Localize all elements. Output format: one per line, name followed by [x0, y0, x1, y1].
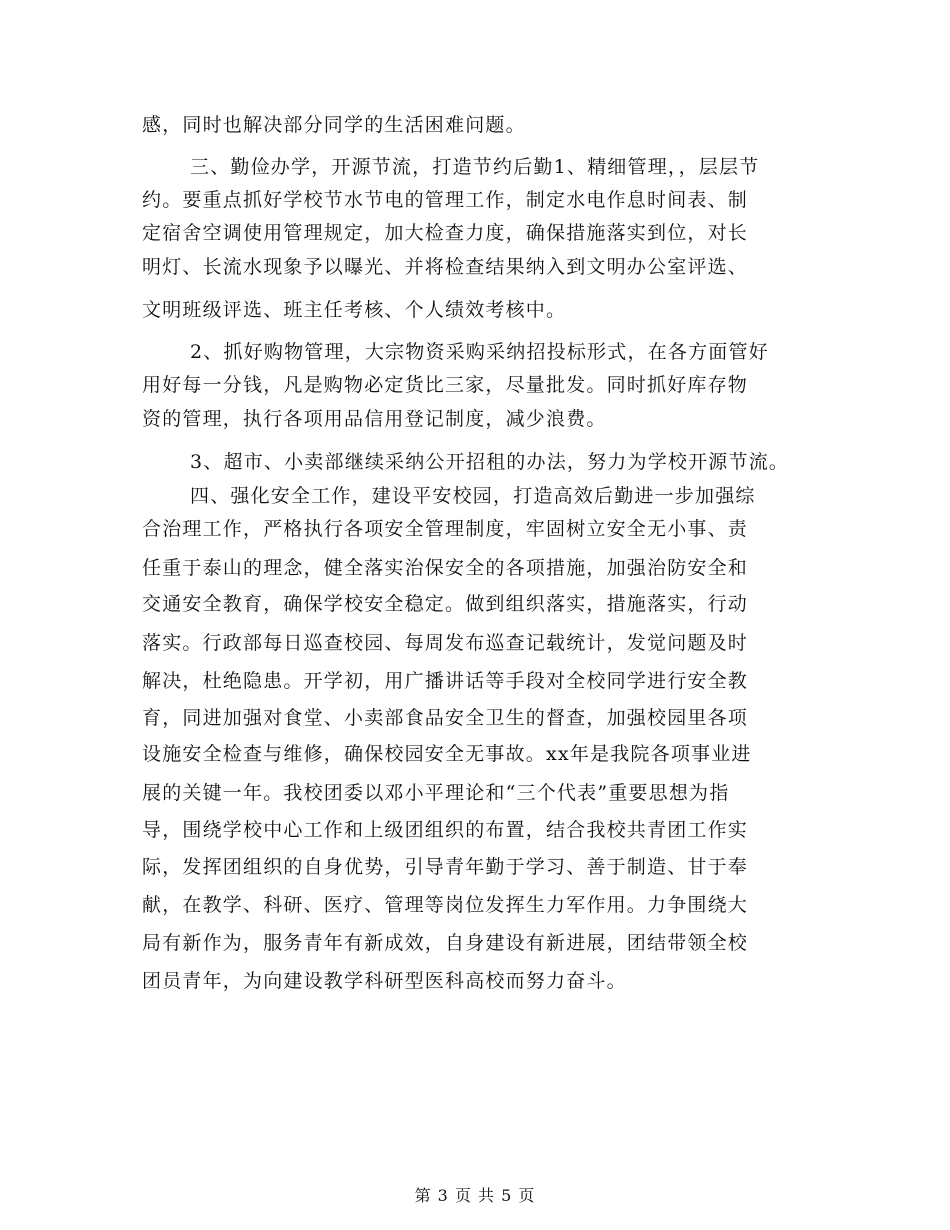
text-line: 感，同时也解决部分同学的生活困难问题。 [142, 114, 526, 136]
text-line: 合治理工作，严格执行各项安全管理制度，牢固树立安全无小事、责 [142, 518, 749, 540]
text-line: 际，发挥团组织的自身优势，引导青年勤于学习、善于制造、甘于奉 [142, 856, 749, 878]
text-line: 明灯、长流水现象予以曝光、并将检查结果纳入到文明办公室评选、 [142, 256, 749, 278]
text-line: 交通安全教育，确保学校安全稳定。做到组织落实，措施落实，行动 [142, 593, 749, 615]
text-line: 设施安全检查与维修，确保校园安全无事故。xx年是我院各项事业进 [142, 743, 752, 765]
paragraph-start-line: 四、强化安全工作，建设平安校园，打造高效后勤进一步加强综 [190, 485, 756, 507]
text-line: 解决，杜绝隐患。开学初，用广播讲话等手段对全校同学进行安全教 [142, 670, 749, 692]
paragraph-start-line: 3、超市、小卖部继续采纳公开招租的办法，努力为学校开源节流。 [190, 451, 790, 473]
text-line: 文明班级评选、班主任考核、个人绩效考核中。 [142, 299, 567, 321]
text-line: 展的关键一年。我校团委以邓小平理论和“三个代表”重要思想为指 [142, 782, 730, 804]
text-line: 定宿舍空调使用管理规定，加大检查力度，确保措施落实到位，对长 [142, 222, 749, 244]
text-line: 落实。行政部每日巡查校园、每周发布巡查记载统计，发觉问题及时 [142, 632, 749, 654]
text-line: 资的管理，执行各项用品信用登记制度，减少浪费。 [142, 408, 607, 430]
text-line: 团员青年，为向建设教学科研型医科高校而努力奋斗。 [142, 970, 627, 992]
text-line: 任重于泰山的理念，健全落实治保安全的各项措施，加强治防安全和 [142, 557, 749, 579]
page-number-footer: 第 3 页 共 5 页 [414, 1186, 536, 1205]
text-line: 用好每一分钱，凡是购物必定货比三家，尽量批发。同时抓好库存物 [142, 374, 749, 396]
text-line: 局有新作为，服务青年有新成效，自身建设有新进展，团结带领全校 [142, 932, 749, 954]
text-line: 导，围绕学校中心工作和上级团组织的布置，结合我校共青团工作实 [142, 819, 749, 841]
paragraph-start-line: 三、勤俭办学，开源节流，打造节约后勤1、精细管理，，层层节 [190, 156, 760, 178]
text-line: 育，同进加强对食堂、小卖部食品安全卫生的督查，加强校园里各项 [142, 707, 749, 729]
paragraph-start-line: 2、抓好购物管理，大宗物资采购采纳招投标形式，在各方面管好 [190, 341, 769, 363]
text-line: 约。要重点抓好学校节水节电的管理工作，制定水电作息时间表、制 [142, 189, 749, 211]
text-line: 献，在教学、科研、医疗、管理等岗位发挥生力军作用。力争围绕大 [142, 894, 749, 916]
